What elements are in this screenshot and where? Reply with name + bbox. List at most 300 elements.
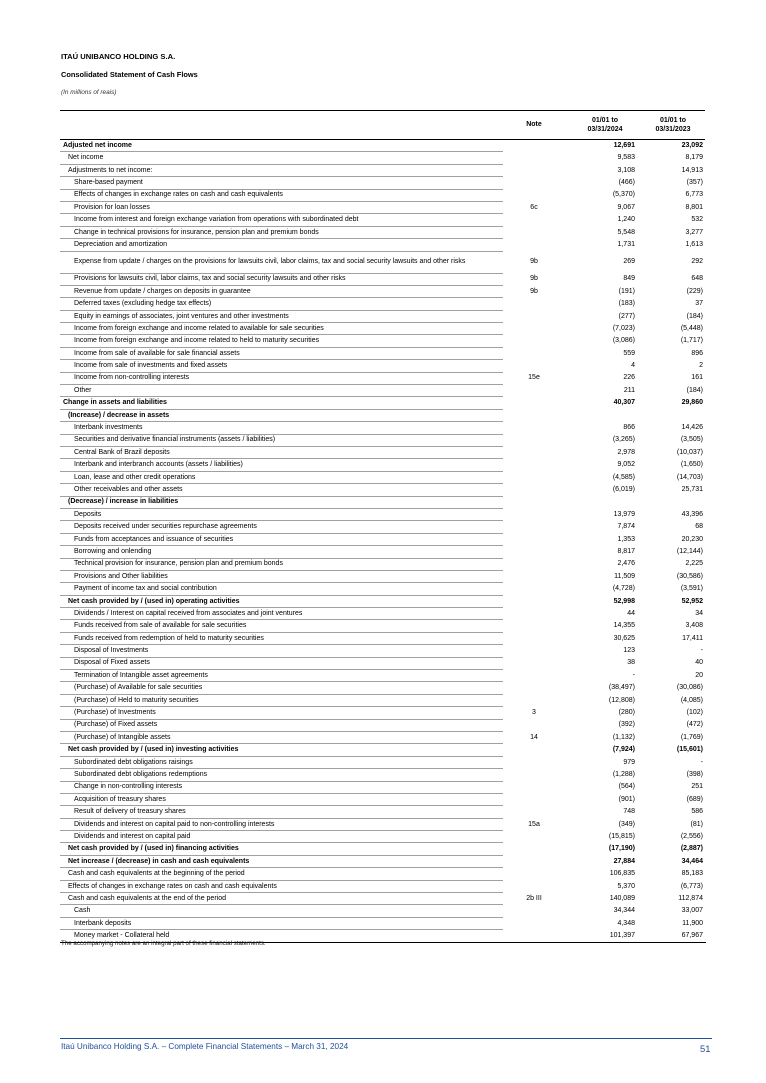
row-note	[503, 831, 565, 843]
row-value-2024: (38,497)	[608, 684, 635, 692]
row-value-2024: (280)	[618, 709, 635, 717]
row-label: Acquisition of treasury shares	[60, 793, 503, 805]
row-note: 2b III	[526, 894, 542, 902]
row-value-2024: -	[632, 671, 635, 679]
footer-text: Itaú Unibanco Holding S.A. – Complete Financial Statements – March 31, 2024	[61, 1042, 349, 1051]
row-note	[503, 558, 565, 570]
table-row	[60, 682, 706, 694]
row-label: (Purchase) of Intangible assets	[60, 731, 503, 743]
table-row	[60, 360, 706, 372]
row-note	[503, 521, 565, 533]
table-row	[60, 239, 706, 251]
row-value-2023: 17,411	[682, 634, 703, 642]
row-label: (Purchase) of Held to maturity securities	[60, 694, 503, 706]
row-label: Adjustments to net income:	[60, 164, 503, 176]
statement-title: Consolidated Statement of Cash Flows	[61, 70, 198, 79]
row-value-2024: (15,815)	[608, 832, 635, 840]
row-label: Other receivables and other assets	[60, 484, 503, 496]
row-value-2024: 211	[623, 386, 635, 394]
row-value-2024: (466)	[618, 179, 635, 187]
row-value-2024: 11,509	[614, 572, 635, 580]
row-value-2023: (2,556)	[680, 832, 703, 840]
row-value-2024: 7,874	[617, 523, 635, 531]
row-label: (Decrease) / increase in liabilities	[60, 496, 503, 508]
row-value-2024: 34,344	[613, 907, 635, 915]
row-value-2024: (4,585)	[612, 473, 635, 481]
column-header-2024: 01/01 to 03/31/2024	[587, 117, 623, 133]
row-note	[503, 595, 565, 607]
row-value-2023: (2,887)	[680, 845, 703, 853]
row-value-2024: 3,108	[617, 166, 635, 174]
table-row	[60, 484, 706, 496]
table-row	[60, 831, 706, 843]
row-value-2023: 112,874	[678, 894, 703, 902]
row-value-2023: (14,703)	[676, 473, 703, 481]
row-note	[503, 533, 565, 545]
table-row	[60, 657, 706, 669]
row-value-2023: -	[700, 647, 703, 655]
row-label: Funds from acceptances and issuance of securities	[60, 533, 503, 545]
row-value-2023: (15,601)	[676, 746, 703, 754]
table-row	[60, 632, 706, 644]
row-value-2024: 849	[623, 275, 635, 283]
row-label: Income from interest and foreign exchange variation from operations with subordinated debt	[60, 214, 503, 226]
table-row	[60, 459, 706, 471]
row-value-2024: (5,370)	[612, 191, 635, 199]
row-value-2024: 27,884	[613, 857, 635, 865]
table-row	[60, 806, 706, 818]
table-row	[60, 670, 706, 682]
row-label: Net cash provided by / (used in) financing activities	[60, 843, 503, 855]
table-row	[60, 620, 706, 632]
table-row	[60, 335, 706, 347]
row-value-2024: 5,548	[617, 228, 635, 236]
row-value-2023: (229)	[686, 287, 703, 295]
row-value-2023	[638, 496, 706, 508]
table-row	[60, 905, 706, 917]
row-value-2024: 2,476	[617, 560, 635, 568]
table-row	[60, 793, 706, 805]
cash-flow-table	[60, 140, 706, 943]
row-note	[503, 385, 565, 397]
row-note	[503, 719, 565, 731]
table-row	[60, 152, 706, 164]
row-label: Income from foreign exchange and income related to held to maturity securities	[60, 335, 503, 347]
row-note	[503, 422, 565, 434]
row-note: 15e	[528, 374, 540, 382]
row-label: (Purchase) of Investments	[60, 707, 503, 719]
row-note: 6c	[530, 203, 538, 211]
row-value-2023: 3,277	[685, 228, 703, 236]
row-value-2024: 979	[623, 758, 635, 766]
row-value-2024: (901)	[618, 795, 635, 803]
row-value-2023: (4,085)	[680, 696, 703, 704]
row-label: Termination of Intangible asset agreements	[60, 670, 503, 682]
row-note	[503, 323, 565, 335]
row-note: 3	[532, 709, 536, 717]
row-value-2024: (1,288)	[612, 770, 635, 778]
table-row	[60, 385, 706, 397]
row-value-2024: 9,067	[617, 203, 635, 211]
row-label: Interbank deposits	[60, 917, 503, 929]
row-value-2023: 2,225	[685, 560, 703, 568]
row-value-2024: 4	[631, 362, 635, 370]
table-row	[60, 694, 706, 706]
row-value-2023: 25,731	[681, 486, 703, 493]
page-number: 51	[700, 1043, 711, 1054]
table-row	[60, 855, 706, 867]
row-value-2023: 11,900	[682, 919, 703, 927]
table-row	[60, 189, 706, 201]
row-label: Subordinated debt obligations raisings	[60, 756, 503, 768]
row-value-2023: 33,007	[681, 907, 703, 915]
row-value-2023: 20,230	[681, 535, 703, 543]
table-row	[60, 917, 706, 929]
row-value-2024: 9,583	[617, 154, 635, 162]
row-value-2024: (7,924)	[612, 746, 635, 754]
row-note	[503, 459, 565, 471]
row-label: Money market - Collateral held	[60, 930, 503, 942]
table-row	[60, 298, 706, 310]
row-note	[503, 484, 565, 496]
row-value-2023	[638, 409, 706, 421]
table-row	[60, 893, 706, 905]
table-row	[60, 570, 706, 582]
row-note	[503, 670, 565, 682]
row-value-2023: 3,408	[685, 622, 703, 630]
row-value-2024: 12,691	[613, 142, 635, 150]
row-label: Share-based payment	[60, 177, 503, 189]
row-label: Provision for loan losses	[60, 201, 503, 213]
row-label: Revenue from update / charges on deposits in guarantee	[60, 285, 503, 297]
row-value-2024: (183)	[618, 300, 635, 308]
row-note	[503, 298, 565, 310]
row-value-2023: 532	[691, 216, 703, 224]
row-note	[503, 508, 565, 520]
row-value-2023: (5,448)	[680, 324, 703, 332]
table-row	[60, 756, 706, 768]
row-value-2024: (1,132)	[612, 733, 635, 741]
table-row	[60, 496, 706, 508]
row-note	[503, 496, 565, 508]
row-value-2023: (10,037)	[676, 448, 703, 456]
row-label: Cash and cash equivalents at the end of the period	[60, 893, 503, 905]
row-value-2024: (17,190)	[608, 845, 635, 853]
row-label: Dividends and interest on capital paid to non-controlling interests	[60, 818, 503, 830]
row-note	[503, 360, 565, 372]
row-value-2024: 559	[623, 349, 635, 357]
row-label: Effects of changes in exchange rates on cash and cash equivalents	[60, 880, 503, 892]
row-value-2023: 37	[695, 300, 703, 308]
row-note	[503, 214, 565, 226]
table-row	[60, 226, 706, 238]
row-note	[503, 239, 565, 251]
row-value-2024: 106,835	[609, 870, 635, 878]
row-value-2024	[565, 496, 638, 508]
row-label: Funds received from redemption of held to maturity securities	[60, 632, 503, 644]
row-value-2024: (277)	[618, 312, 635, 320]
table-row	[60, 843, 706, 855]
row-value-2024: 5,370	[617, 882, 635, 890]
row-value-2024: 30,625	[613, 634, 635, 642]
row-label: Equity in earnings of associates, joint ventures and other investments	[60, 310, 503, 322]
row-note	[503, 806, 565, 818]
row-value-2023: (81)	[690, 820, 703, 828]
row-note	[503, 152, 565, 164]
row-note	[503, 645, 565, 657]
table-row	[60, 880, 706, 892]
row-value-2023: 586	[691, 808, 703, 816]
row-value-2024: 269	[623, 258, 635, 266]
table-row	[60, 201, 706, 213]
row-note	[503, 793, 565, 805]
row-value-2024: 123	[623, 647, 635, 655]
row-label: Change in non-controlling interests	[60, 781, 503, 793]
table-row	[60, 471, 706, 483]
row-note	[503, 310, 565, 322]
row-label: Dividends / Interest on capital received from associates and joint ventures	[60, 608, 503, 620]
row-note: 9b	[530, 287, 538, 295]
row-note	[503, 570, 565, 582]
table-row	[60, 595, 706, 607]
row-note	[503, 855, 565, 867]
row-value-2023: 14,913	[681, 166, 703, 174]
row-value-2023: (3,591)	[680, 585, 703, 593]
row-note	[503, 397, 565, 409]
row-label: Depreciation and amortization	[60, 239, 503, 251]
table-row	[60, 164, 706, 176]
table-row	[60, 608, 706, 620]
row-note	[503, 905, 565, 917]
row-note	[503, 620, 565, 632]
row-label: Change in technical provisions for insurance, pension plan and premium bonds	[60, 226, 503, 238]
row-value-2024: (191)	[618, 287, 635, 295]
row-value-2023: 29,860	[681, 399, 703, 407]
row-note	[503, 657, 565, 669]
row-note: 9b	[530, 275, 538, 283]
row-label: Effects of changes in exchange rates on cash and cash equivalents	[60, 189, 503, 201]
table-row	[60, 781, 706, 793]
table-row	[60, 868, 706, 880]
row-value-2023: 896	[691, 349, 703, 357]
row-note	[503, 335, 565, 347]
row-value-2024: 13,979	[613, 510, 635, 518]
row-note	[503, 769, 565, 781]
row-value-2023: 6,773	[685, 191, 703, 199]
table-row	[60, 744, 706, 756]
row-label: (Purchase) of Available for sale securities	[60, 682, 503, 694]
column-header-2023: 01/01 to 03/31/2023	[655, 117, 691, 133]
row-label: Disposal of Fixed assets	[60, 657, 503, 669]
row-value-2023: (12,144)	[676, 547, 703, 555]
table-row	[60, 140, 706, 152]
table-row	[60, 397, 706, 409]
row-value-2023: (398)	[686, 770, 703, 778]
row-value-2023: (472)	[686, 721, 703, 729]
row-label: Income from foreign exchange and income related to available for sale securities	[60, 323, 503, 335]
row-label: Cash	[60, 905, 503, 917]
row-value-2023: (1,717)	[680, 337, 703, 345]
row-value-2024: 52,998	[613, 597, 635, 605]
table-row	[60, 719, 706, 731]
row-value-2024: (3,086)	[612, 337, 635, 345]
table-row	[60, 769, 706, 781]
row-label: Central Bank of Brazil deposits	[60, 446, 503, 458]
row-label: (Purchase) of Fixed assets	[60, 719, 503, 731]
row-note	[503, 140, 565, 152]
row-value-2023: 2	[699, 362, 703, 370]
row-note	[503, 632, 565, 644]
row-label: Cash and cash equivalents at the beginning of the period	[60, 868, 503, 880]
row-value-2023: 648	[691, 275, 703, 283]
row-label: Securities and derivative financial instruments (assets / liabilities)	[60, 434, 503, 446]
row-label: Expense from update / charges on the provisions for lawsuits civil, labor claims, tax and social security lawsuits and other risks	[60, 251, 503, 273]
row-note	[503, 781, 565, 793]
row-note	[503, 880, 565, 892]
row-label: Income from sale of investments and fixed assets	[60, 360, 503, 372]
row-value-2024: (4,728)	[612, 585, 635, 593]
row-value-2023: 251	[691, 783, 703, 791]
row-label: Interbank investments	[60, 422, 503, 434]
table-row	[60, 583, 706, 595]
row-note	[503, 744, 565, 756]
table-row	[60, 273, 706, 285]
row-value-2024: 101,397	[565, 930, 638, 942]
row-value-2023: 8,801	[685, 203, 703, 211]
row-note	[503, 409, 565, 421]
table-row	[60, 558, 706, 570]
row-value-2024: 44	[627, 609, 635, 617]
row-label: Deposits	[60, 508, 503, 520]
row-note	[503, 347, 565, 359]
row-value-2023: 14,426	[681, 424, 703, 432]
row-label: Disposal of Investments	[60, 645, 503, 657]
row-note	[503, 177, 565, 189]
row-label: Payment of income tax and social contribution	[60, 583, 503, 595]
table-row	[60, 310, 706, 322]
row-note: 15a	[528, 820, 540, 828]
row-note: 9b	[530, 258, 538, 266]
table-row	[60, 285, 706, 297]
row-note	[503, 446, 565, 458]
row-value-2024: (349)	[618, 820, 635, 828]
table-row	[60, 546, 706, 558]
row-value-2023: 23,092	[681, 142, 703, 150]
row-label: Adjusted net income	[60, 140, 503, 152]
row-value-2024: 1,353	[617, 535, 635, 543]
row-value-2024: (12,808)	[608, 696, 635, 704]
row-value-2023: (30,086)	[676, 684, 703, 692]
row-value-2023: (1,650)	[680, 461, 703, 469]
row-value-2023: 8,179	[685, 154, 703, 162]
table-row	[60, 372, 706, 384]
row-value-2023: 20	[695, 671, 703, 679]
row-value-2023: 67,967	[638, 930, 706, 942]
row-value-2024: 748	[623, 808, 635, 816]
table-row	[60, 323, 706, 335]
row-value-2023: 161	[691, 374, 703, 382]
row-value-2023: (184)	[686, 386, 703, 394]
row-label: Provisions for lawsuits civil, labor claims, tax and social security lawsuits and other risks	[60, 273, 503, 285]
row-label: Funds received from sale of available for sale securities	[60, 620, 503, 632]
row-label: Provisions and Other liabilities	[60, 570, 503, 582]
row-label: Subordinated debt obligations redemptions	[60, 769, 503, 781]
table-row	[60, 434, 706, 446]
table-row	[60, 446, 706, 458]
row-label: Result of delivery of treasury shares	[60, 806, 503, 818]
row-value-2024: (564)	[618, 783, 635, 791]
row-note	[503, 930, 565, 942]
row-note: 14	[530, 733, 538, 741]
row-note	[503, 682, 565, 694]
table-row	[60, 645, 706, 657]
row-value-2024	[565, 409, 638, 421]
row-value-2023: (3,505)	[680, 436, 703, 444]
row-value-2023: 292	[691, 258, 703, 266]
table-row	[60, 251, 706, 273]
row-value-2024: 8,817	[617, 547, 635, 555]
row-value-2023: 34,464	[681, 857, 703, 865]
row-value-2024: 866	[623, 424, 635, 432]
row-note	[503, 189, 565, 201]
units-note: (In millions of reais)	[61, 89, 117, 96]
row-value-2024: 140,089	[609, 894, 635, 902]
row-label: Borrowing and onlending	[60, 546, 503, 558]
row-note	[503, 868, 565, 880]
row-value-2024: (6,019)	[612, 486, 635, 493]
table-row	[60, 731, 706, 743]
footer-rule	[60, 1038, 712, 1039]
row-note	[503, 608, 565, 620]
row-label: Deferred taxes (excluding hedge tax effects)	[60, 298, 503, 310]
row-value-2023: (1,769)	[680, 733, 703, 741]
row-value-2024: 40,307	[613, 399, 635, 407]
row-value-2023: (102)	[686, 709, 703, 717]
row-label: Income from sale of available for sale financial assets	[60, 347, 503, 359]
row-value-2024: (3,265)	[612, 436, 635, 444]
row-value-2024: 2,978	[617, 448, 635, 456]
row-value-2023: 52,952	[681, 597, 703, 605]
row-note	[503, 843, 565, 855]
row-note	[503, 226, 565, 238]
row-value-2024: 4,348	[617, 919, 635, 927]
row-value-2023: (30,586)	[676, 572, 703, 580]
row-label: Income from non-controlling interests	[60, 372, 503, 384]
row-label: Deposits received under securities repurchase agreements	[60, 521, 503, 533]
row-value-2023: 34	[695, 609, 703, 617]
row-value-2024: 1,240	[617, 216, 635, 224]
row-value-2023: (6,773)	[680, 882, 703, 890]
row-value-2023: (357)	[686, 179, 703, 187]
table-row	[60, 422, 706, 434]
table-row	[60, 508, 706, 520]
row-label: Net cash provided by / (used in) investing activities	[60, 744, 503, 756]
row-label: Technical provision for insurance, pension plan and premium bonds	[60, 558, 503, 570]
row-value-2024: (7,023)	[612, 324, 635, 332]
table-row	[60, 177, 706, 189]
row-value-2024: 14,355	[613, 622, 635, 630]
row-note	[503, 164, 565, 176]
row-label: Net income	[60, 152, 503, 164]
table-top-rule	[60, 110, 705, 111]
table-row	[60, 533, 706, 545]
row-note	[503, 546, 565, 558]
column-header-note: Note	[526, 121, 542, 129]
row-note	[503, 583, 565, 595]
row-value-2023: 68	[695, 523, 703, 531]
footnote: The accompanying notes are an integral part of these financial statements.	[61, 940, 266, 947]
row-value-2023: 40	[695, 659, 703, 667]
